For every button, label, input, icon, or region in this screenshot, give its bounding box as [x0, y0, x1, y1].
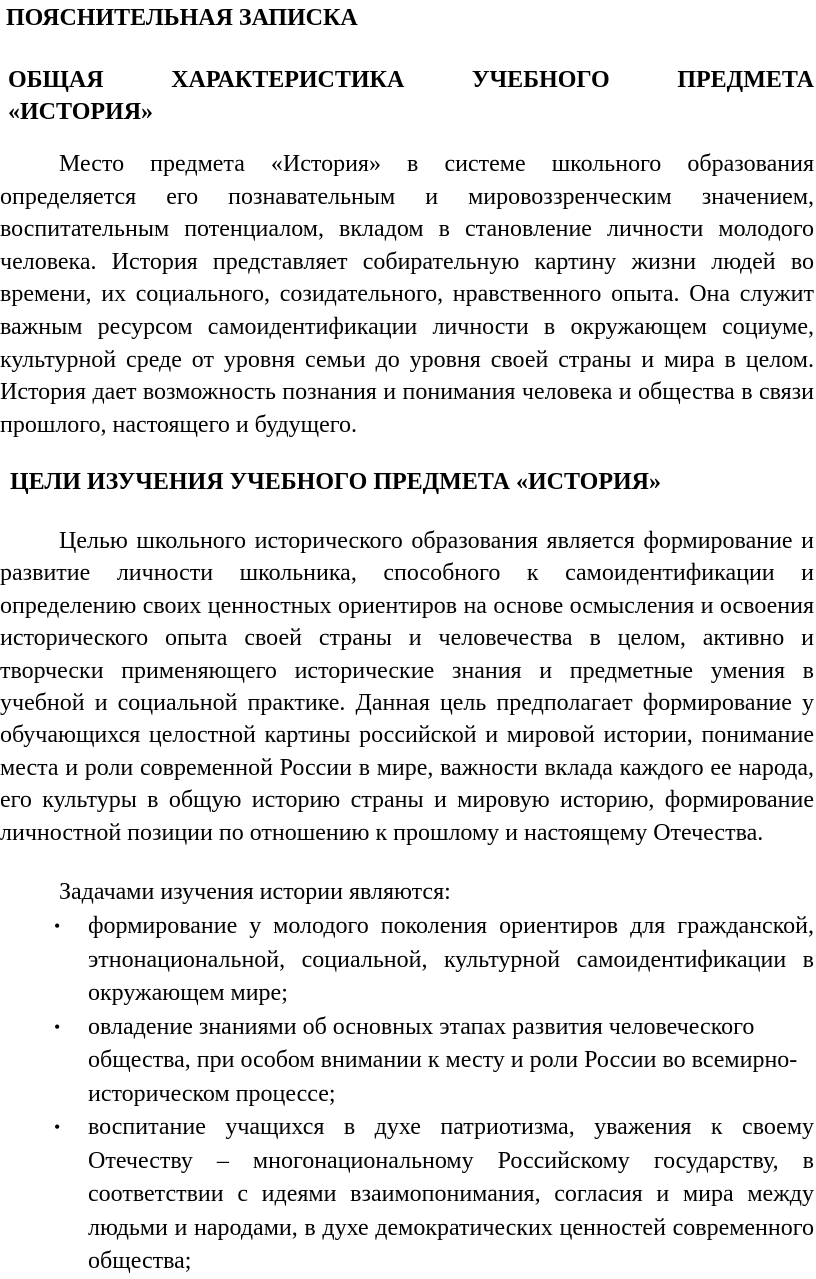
list-item-text: воспитание учащихся в духе патриотизма, уважения к своему Отечеству – многонациональному Российскому государству, в соответствии с идеями взаимопонимания, согласия и мира между людьми и народами, в духе демократических ценностей современного общества;	[88, 1114, 814, 1274]
list-item-text: формирование у молодого поколения ориентиров для гражданской, этнонациональной, социальной, культурной самоидентификации в окружающем мире;	[88, 913, 814, 1006]
list-item-text: овладение знаниями об основных этапах развития человеческого общества, при особом внимании к месту и роли России во всемирно-историческом процессе;	[88, 1013, 798, 1107]
bullet-icon: •	[54, 916, 61, 936]
document-title: ПОЯСНИТЕЛЬНАЯ ЗАПИСКА	[6, 5, 358, 31]
list-item	[0, 1111, 814, 1279]
tasks-list	[0, 910, 814, 1279]
paragraph-goals: Целью школьного исторического образования является формирование и развитие личности школьника, способного к самоидентификации и определению своих ценностных ориентиров на основе осмысления и освоения исторического опыта своей страны и человечества в целом, активно и творчески применяющего исторические знания и предметные умения в учебной и социальной практике. Данная цель предполагает формирование у обучающихся целостной картины российской и мировой истории, понимание места и роли современной России в мире, важности вклада каждого ее народа, его культуры в общую историю страны и мировую историю, формирование личностной позиции по отношению к прошлому и настоящему Отечества.	[0, 528, 814, 846]
bullet-icon: •	[54, 1117, 61, 1137]
list-item	[0, 910, 814, 1011]
paragraph-subject-place: Место предмета «История» в системе школьного образования определяется его познавательным и мировоззренческим значением, воспитательным потенциалом, вкладом в становление личности молодого человека. История представляет собирательную картину жизни людей во времени, их социального, созидательного, нравственного опыта. Она служит важным ресурсом самоидентификации личности в окружающем социуме, культурной среде от уровня семьи до уровня своей страны и мира в целом. История дает возможность познания и понимания человека и общества в связи прошлого, настоящего и будущего.	[0, 151, 814, 438]
section-heading-goals: ЦЕЛИ ИЗУЧЕНИЯ УЧЕБНОГО ПРЕДМЕТА «ИСТОРИЯ»	[10, 469, 661, 495]
list-item	[0, 1011, 814, 1112]
tasks-intro: Задачами изучения истории являются:	[59, 879, 451, 905]
section-heading-general-line1: ОБЩАЯ ХАРАКТЕРИСТИКА УЧЕБНОГО ПРЕДМЕТА	[8, 67, 814, 93]
bullet-icon: •	[54, 1016, 61, 1037]
section-heading-general-line2: «ИСТОРИЯ»	[8, 99, 154, 125]
section-heading-general	[8, 64, 814, 128]
